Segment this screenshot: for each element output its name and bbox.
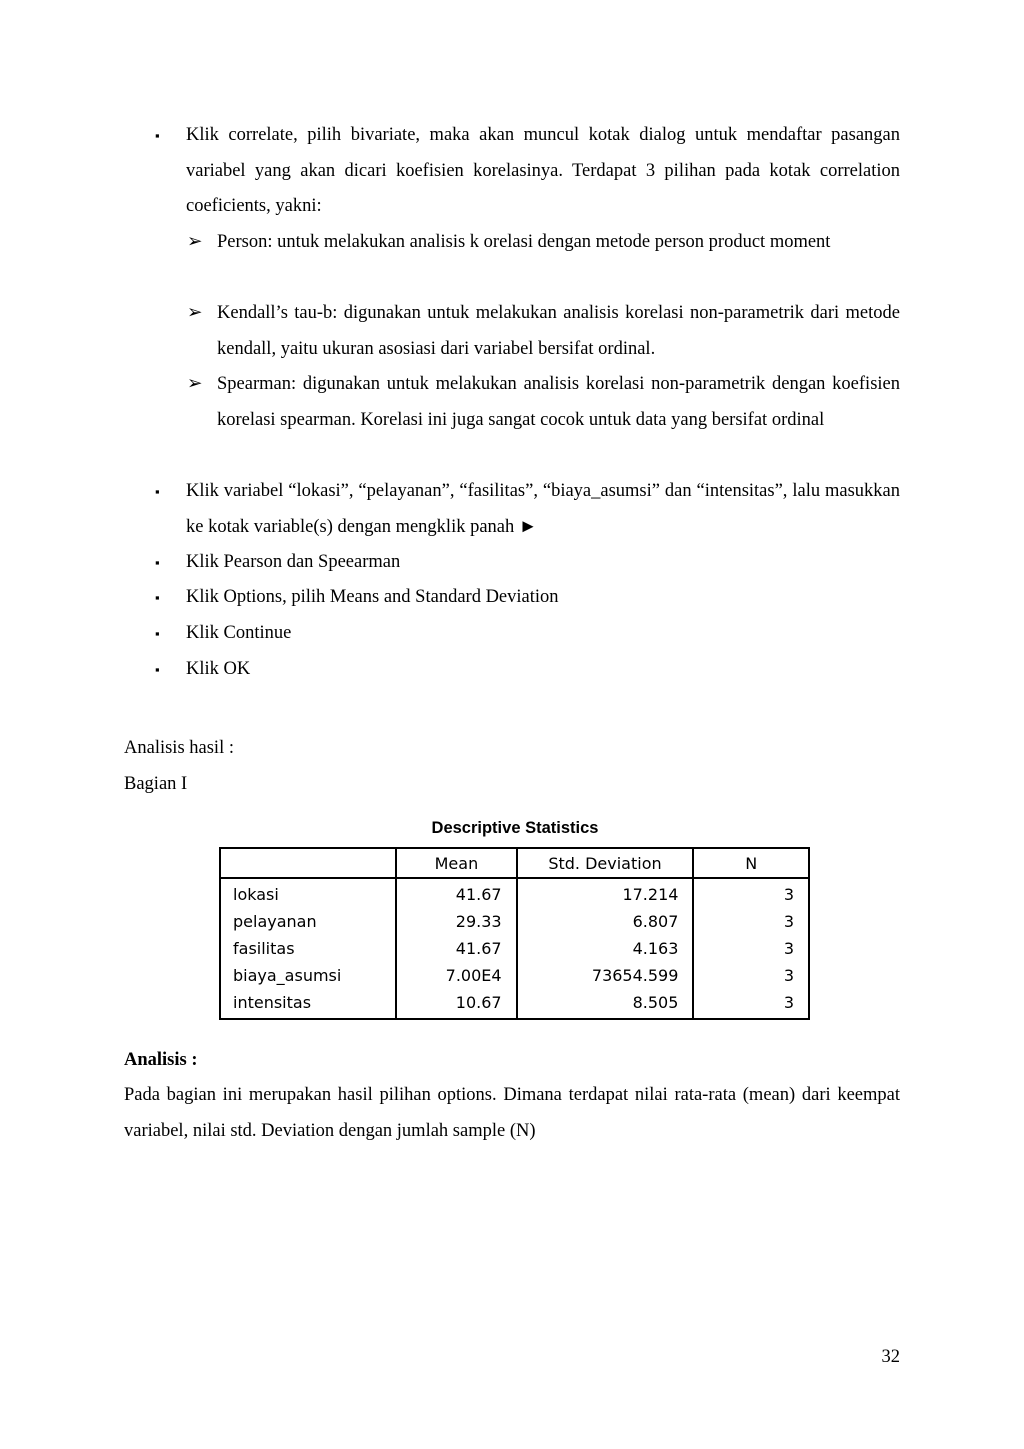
analisis-hasil-label: Analisis hasil : [124, 738, 234, 758]
list-item-text: Klik Options, pilih Means and Standard Deviation [186, 587, 559, 607]
sub-list-item-text: Person: untuk melakukan analisis k orelasi dengan metode person product moment [217, 232, 831, 252]
bullet-marker: ▪ [155, 555, 160, 570]
bullet-marker: ▪ [155, 662, 160, 677]
descriptive-statistics-table [219, 847, 810, 1020]
table-cell: 41.67 [396, 878, 516, 908]
sub-list-item [187, 296, 900, 367]
table-cell: 41.67 [396, 935, 516, 962]
list-item-text: Klik correlate, pilih bivariate, maka akan muncul kotak dialog untuk mendaftar pasangan variabel yang akan dicari koefisien korelasinya. Terdapat 3 pilihan pada kotak correlation coeficients, yakni: [186, 125, 900, 216]
list-item [155, 474, 900, 545]
table-cell: 3 [693, 908, 809, 935]
table-row [220, 935, 809, 962]
bullet-marker: ▪ [155, 128, 160, 143]
column-header [220, 848, 396, 878]
table-cell: 17.214 [517, 878, 694, 908]
row-label: pelayanan [220, 908, 396, 935]
list-item [155, 545, 900, 581]
column-header: Mean [396, 848, 516, 878]
bullet-marker: ▪ [155, 626, 160, 641]
row-label: lokasi [220, 878, 396, 908]
table-row [220, 989, 809, 1019]
analisis-paragraph: Pada bagian ini merupakan hasil pilihan options. Dimana terdapat nilai rata-rata (mean) dari keempat variabel, nilai std. Deviation dengan jumlah sample (N) [124, 1085, 900, 1141]
table-cell: 73654.599 [517, 962, 694, 989]
analisis-heading: Analisis : [124, 1050, 198, 1070]
sub-list-item-text: Kendall’s tau-b: digunakan untuk melakukan analisis korelasi non-parametrik dari metode kendall, yaitu ukuran asosiasi dari variabel bersifat ordinal. [217, 303, 900, 359]
page-number: 32 [881, 1347, 900, 1367]
table-cell: 8.505 [517, 989, 694, 1019]
arrow-marker: ➢ [187, 374, 203, 394]
table-cell: 10.67 [396, 989, 516, 1019]
arrow-marker: ➢ [187, 303, 203, 323]
list-item [155, 616, 900, 652]
table-cell: 3 [693, 989, 809, 1019]
table-header-row [220, 848, 809, 878]
table-row [220, 962, 809, 989]
table-cell: 3 [693, 962, 809, 989]
section-label: Bagian I [124, 774, 188, 794]
table-cell: 7.00E4 [396, 962, 516, 989]
row-label: fasilitas [220, 935, 396, 962]
list-item-text: Klik variabel “lokasi”, “pelayanan”, “fasilitas”, “biaya_asumsi” dan “intensitas”, lalu masukkan ke kotak variable(s) dengan mengklik panah ► [186, 481, 900, 537]
list-item-text: Klik OK [186, 659, 251, 679]
table-cell: 3 [693, 878, 809, 908]
table-title: Descriptive Statistics [431, 819, 599, 837]
row-label: biaya_asumsi [220, 962, 396, 989]
sub-list-item-text: Spearman: digunakan untuk melakukan analisis korelasi non-parametrik dengan koefisien korelasi spearman. Korelasi ini juga sangat cocok untuk data yang bersifat ordinal [217, 374, 900, 430]
table-cell: 6.807 [517, 908, 694, 935]
list-item [155, 118, 900, 225]
bullet-marker: ▪ [155, 590, 160, 605]
sub-list-item [187, 367, 900, 438]
bullet-marker: ▪ [155, 484, 160, 499]
table-cell: 4.163 [517, 935, 694, 962]
list-item-text: Klik Continue [186, 623, 292, 643]
table-cell: 29.33 [396, 908, 516, 935]
list-item [155, 652, 900, 688]
column-header: N [693, 848, 809, 878]
list-item-text: Klik Pearson dan Speearman [186, 552, 401, 572]
list-item [155, 580, 900, 616]
arrow-marker: ➢ [187, 232, 203, 252]
row-label: intensitas [220, 989, 396, 1019]
column-header: Std. Deviation [517, 848, 694, 878]
table-cell: 3 [693, 935, 809, 962]
sub-list-item [187, 225, 900, 261]
table-row [220, 908, 809, 935]
table-row [220, 878, 809, 908]
